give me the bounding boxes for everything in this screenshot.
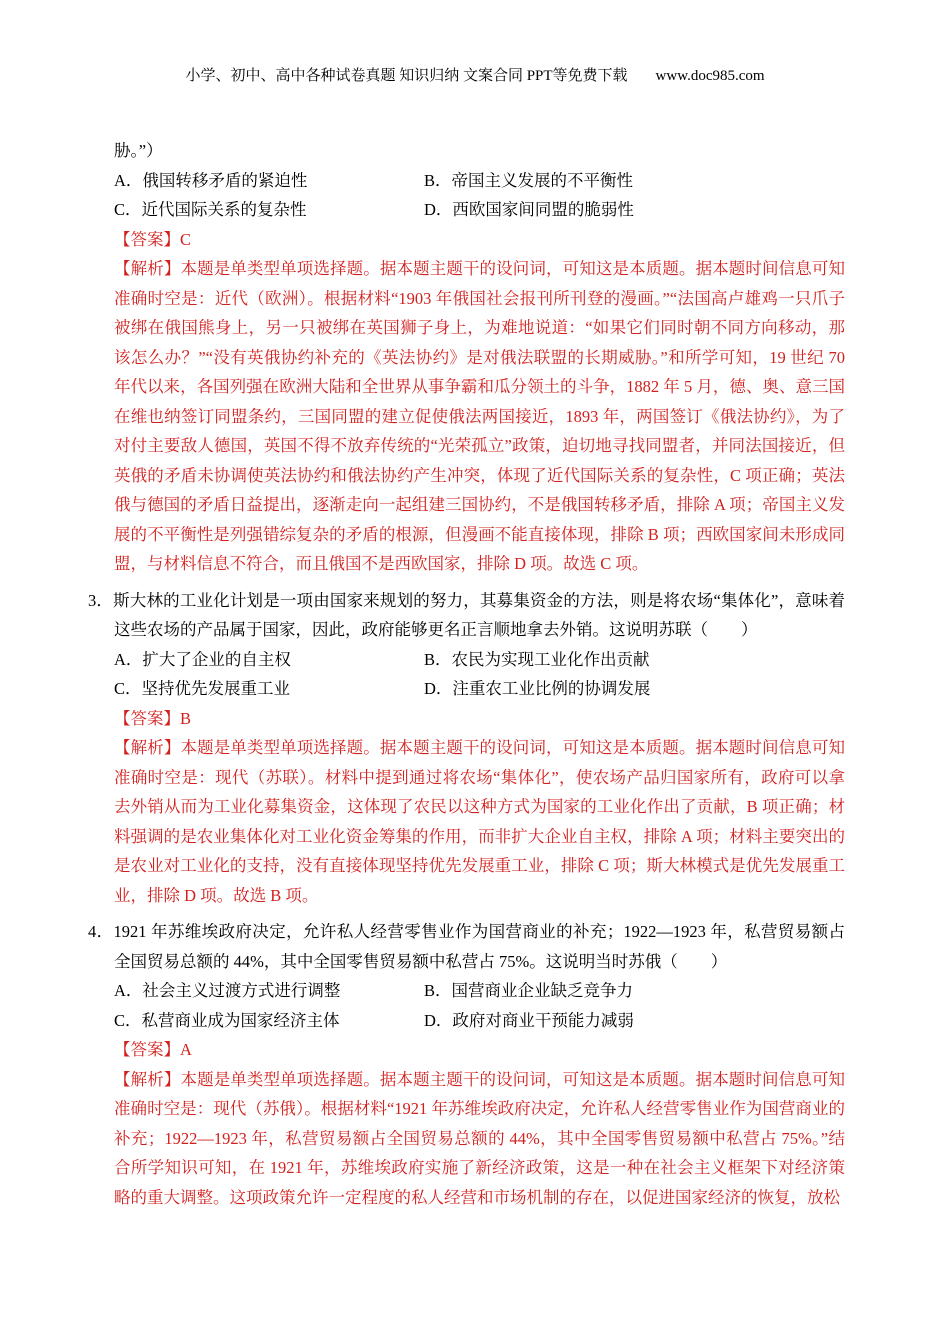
question-stem-text: 斯大林的工业化计划是一项由国家来规划的努力，其募集资金的方法，则是将农场“集体化”，意味着这些农场的产品属于国家，因此，政府能够更名正言顺地拿去外销。这说明苏联（ ） xyxy=(113,590,845,639)
option-text: 私营商业成为国家经济主体 xyxy=(141,1010,340,1030)
option-label: A． xyxy=(114,649,143,669)
question-number: 3． xyxy=(88,590,114,610)
option-text: 俄国转移矛盾的紧迫性 xyxy=(142,170,308,190)
document-content xyxy=(88,136,846,1212)
analysis-paragraph xyxy=(114,733,845,910)
option-label: B． xyxy=(424,170,452,190)
analysis-label: 【解析】 xyxy=(114,1069,181,1089)
option-label: C． xyxy=(114,1010,142,1030)
option-label: B． xyxy=(424,981,452,1000)
answer-value: A xyxy=(180,1040,192,1059)
question-stem xyxy=(88,586,845,645)
option-label: C． xyxy=(114,679,142,698)
option-label: B． xyxy=(424,649,452,669)
answer-label: 【答案】 xyxy=(114,229,180,249)
option-d xyxy=(424,1006,845,1036)
analysis-label: 【解析】 xyxy=(114,259,181,278)
option-label: A． xyxy=(114,170,143,190)
question-stem xyxy=(114,136,845,166)
option-label: D． xyxy=(424,679,453,698)
answer-label: 【答案】 xyxy=(114,708,180,728)
question-stem-text: 1921 年苏维埃政府决定，允许私人经营零售业作为国营商业的补充；1922—1923 年，私营贸易额占全国贸易总额的 44%，其中全国零售贸易额中私营占 75%。这说明当时苏俄（ ） xyxy=(113,922,846,971)
question-block xyxy=(88,586,846,911)
option-text: 农民为实现工业化作出贡献 xyxy=(451,649,650,669)
option-text: 注重农工业比例的协调发展 xyxy=(452,679,651,698)
option-a xyxy=(114,976,424,1006)
option-text: 社会主义过渡方式进行调整 xyxy=(142,981,341,1000)
option-text: 帝国主义发展的不平衡性 xyxy=(451,170,634,190)
option-label: C． xyxy=(114,200,142,219)
question-number: 4． xyxy=(88,922,114,941)
option-a xyxy=(114,645,424,675)
question-stem-text: 胁。”） xyxy=(114,141,163,160)
option-text: 近代国际关系的复杂性 xyxy=(141,200,307,219)
option-a xyxy=(114,166,424,196)
option-c xyxy=(114,674,424,704)
option-b xyxy=(424,976,845,1006)
options-grid xyxy=(114,645,845,704)
option-d xyxy=(424,674,845,704)
question-block xyxy=(88,917,846,1212)
analysis-paragraph xyxy=(114,1065,845,1213)
analysis-label: 【解析】 xyxy=(114,738,181,757)
options-grid xyxy=(114,166,845,225)
answer-value: C xyxy=(180,229,192,249)
option-text: 坚持优先发展重工业 xyxy=(141,679,291,698)
answer-line xyxy=(114,704,845,734)
header-text: 小学、初中、高中各种试卷真题 知识归纳 文案合同 PPT等免费下载 xyxy=(185,68,628,84)
header-site-url[interactable]: www.doc985.com xyxy=(655,68,765,84)
option-label: D． xyxy=(424,200,453,219)
question-block xyxy=(114,136,845,579)
options-grid xyxy=(114,976,845,1035)
option-b xyxy=(424,645,845,675)
analysis-text: 本题是单类型单项选择题。据本题主题干的设问词，可知这是本质题。据本题时间信息可知准确时空是：近代（欧洲）。根据材料“1903 年俄国社会报刊所刊登的漫画。”“法国高卢雄鸡一只爪子被绑在俄国熊身上，另一只被绑在英国狮子身上，为难地说道：“如果它们同时朝不同方向移动，那该怎么办？”“没有英俄协约补充的《英法协约》是对俄法联盟的长期威胁。”和所学可知，19 世纪 70 年代以来，各国列强在欧洲大陆和全世界从事争霸和瓜分领土的斗争，1882 年 5 月，德、奥、意三国在维也纳签订同盟条约，三国同盟的建立促使俄法两国接近，1893 年，两国签订《俄法协约》，为了对付主要敌人德国，英国不得不放弃传统的“光荣孤立”政策，迫切地寻找同盟者，并同法国接近，但英俄的矛盾未协调使英法协约和俄法协约产生冲突，体现了近代国际关系的复杂性，C 项正确；英法俄与德国的矛盾日益提出，逐渐走向一起组建三国协约，不是俄国转移矛盾，排除 A 项；帝国主义发展的不平衡性是列强错综复杂的矛盾的根源，但漫画不能直接体现，排除 B 项；西欧国家间未形成同盟，与材料信息不符合，而且俄国不是西欧国家，排除 D 项。故选 C 项。 xyxy=(114,259,846,573)
option-text: 国营商业企业缺乏竞争力 xyxy=(451,981,634,1000)
question-stem xyxy=(88,917,846,976)
option-b xyxy=(424,166,845,196)
option-label: D． xyxy=(424,1010,453,1030)
option-c xyxy=(114,195,424,225)
option-text: 西欧国家间同盟的脆弱性 xyxy=(452,200,634,219)
option-text: 扩大了企业的自主权 xyxy=(142,649,291,669)
answer-line xyxy=(114,1035,845,1065)
option-label: A． xyxy=(114,981,143,1000)
analysis-paragraph xyxy=(114,254,845,579)
analysis-text: 本题是单类型单项选择题。据本题主题干的设问词，可知这是本质题。据本题时间信息可知准确时空是：现代（苏联）。材料中提到通过将农场“集体化”，使农场产品归国家所有，政府可以拿去外销从而为工业化募集资金，这体现了农民以这种方式为国家的工业化作出了贡献，B 项正确；材料强调的是农业集体化对工业化资金筹集的作用，而非扩大企业自主权，排除 A 项；材料主要突出的是农业对工业化的支持，没有直接体现坚持优先发展重工业，排除 C 项；斯大林模式是优先发展重工业，排除 D 项。故选 B 项。 xyxy=(114,738,846,905)
answer-label: 【答案】 xyxy=(114,1040,180,1059)
page-header xyxy=(0,66,950,86)
option-c xyxy=(114,1006,424,1036)
answer-value: B xyxy=(180,708,192,728)
answer-line xyxy=(114,225,845,255)
option-d xyxy=(424,195,845,225)
option-text: 政府对商业干预能力减弱 xyxy=(452,1010,634,1030)
analysis-text: 本题是单类型单项选择题。据本题主题干的设问词，可知这是本质题。据本题时间信息可知准确时空是：现代（苏俄）。根据材料“1921 年苏维埃政府决定，允许私人经营零售业作为国营商业的补充；1922—1923 年，私营贸易额占全国贸易总额的 44%，其中全国零售贸易额中私营占 75%。”结合所学知识可知，在 1921 年，苏维埃政府实施了新经济政策，这是一种在社会主义框架下对经济策略的重大调整。这项政策允许一定程度的私人经营和市场机制的存在，以促进国家经济的恢复，放松 xyxy=(114,1069,846,1207)
